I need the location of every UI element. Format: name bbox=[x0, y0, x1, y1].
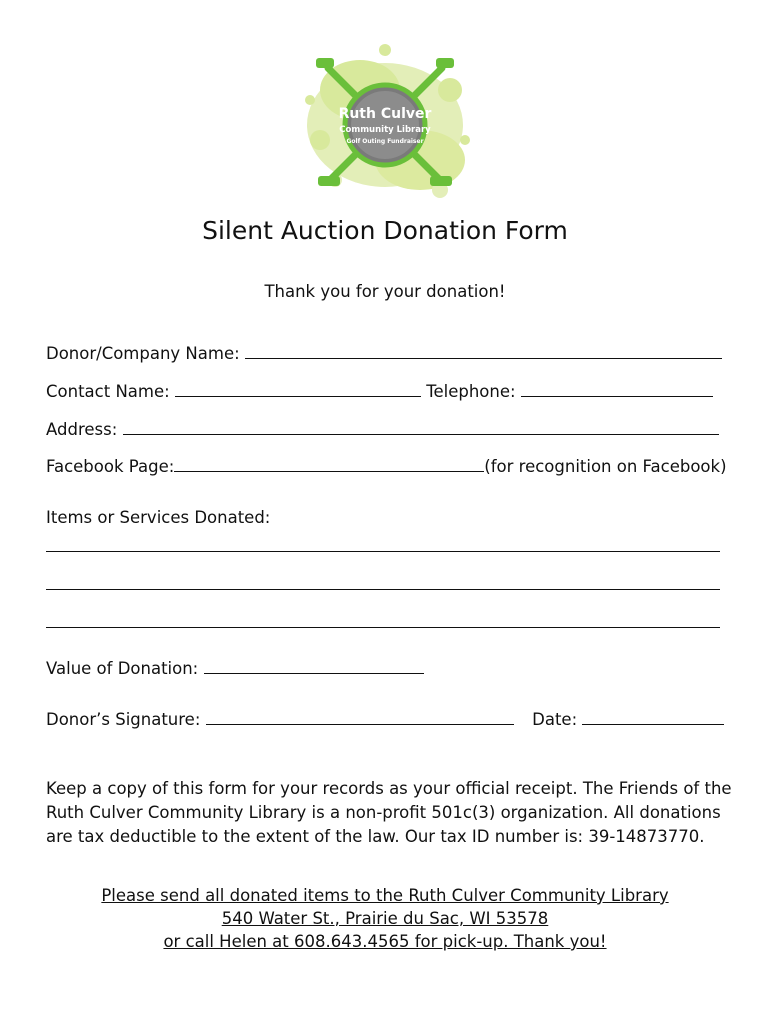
contact-row bbox=[46, 382, 713, 401]
library-logo bbox=[290, 30, 480, 215]
items-field-line-1[interactable] bbox=[46, 551, 720, 552]
thank-you-text: Thank you for your donation! bbox=[264, 282, 506, 301]
shipping-instructions bbox=[0, 884, 770, 953]
address-row bbox=[46, 420, 719, 439]
items-field-line-3[interactable] bbox=[46, 627, 720, 628]
logo-name: Ruth Culver bbox=[338, 106, 432, 122]
signature-field[interactable] bbox=[206, 710, 514, 725]
facebook-row bbox=[46, 457, 727, 476]
date-field[interactable] bbox=[582, 710, 724, 725]
contact-name-field[interactable] bbox=[175, 382, 421, 397]
contact-label: Contact Name: bbox=[46, 382, 170, 401]
logo-event: Golf Outing Fundraiser bbox=[346, 138, 424, 145]
donor-row bbox=[46, 344, 722, 363]
items-field-line-2[interactable] bbox=[46, 589, 720, 590]
logo-subtitle: Community Library bbox=[339, 125, 431, 135]
telephone-field[interactable] bbox=[521, 382, 713, 397]
donor-label: Donor/Company Name: bbox=[46, 344, 240, 363]
value-field[interactable] bbox=[204, 659, 424, 674]
footer-address: 540 Water St., Prairie du Sac, WI 53578 bbox=[221, 909, 549, 928]
signature-label: Donor’s Signature: bbox=[46, 710, 201, 729]
signature-row bbox=[46, 710, 724, 729]
date-label: Date: bbox=[532, 710, 578, 729]
value-label: Value of Donation: bbox=[46, 659, 199, 678]
telephone-label: Telephone: bbox=[426, 382, 516, 401]
facebook-label: Facebook Page: bbox=[46, 457, 175, 476]
footer-line-1: Please send all donated items to the Ruth Culver Community Library bbox=[101, 886, 669, 905]
facebook-field[interactable] bbox=[174, 457, 484, 472]
address-label: Address: bbox=[46, 420, 118, 439]
donor-name-field[interactable] bbox=[245, 344, 722, 359]
form-title: Silent Auction Donation Form bbox=[202, 216, 568, 245]
receipt-notice: Keep a copy of this form for your records as your official receipt. The Friends of the Ruth Culver Community Library is a non-profit 501c(3) organization. All donations are tax deductible to the extent of the law. Our tax ID number is: 39-14873770. bbox=[46, 779, 732, 846]
address-field[interactable] bbox=[123, 420, 719, 435]
items-label: Items or Services Donated: bbox=[46, 508, 271, 527]
value-row bbox=[46, 659, 424, 678]
footer-contact: or call Helen at 608.643.4565 for pick-up. Thank you! bbox=[163, 932, 607, 951]
facebook-note: (for recognition on Facebook) bbox=[484, 457, 727, 476]
